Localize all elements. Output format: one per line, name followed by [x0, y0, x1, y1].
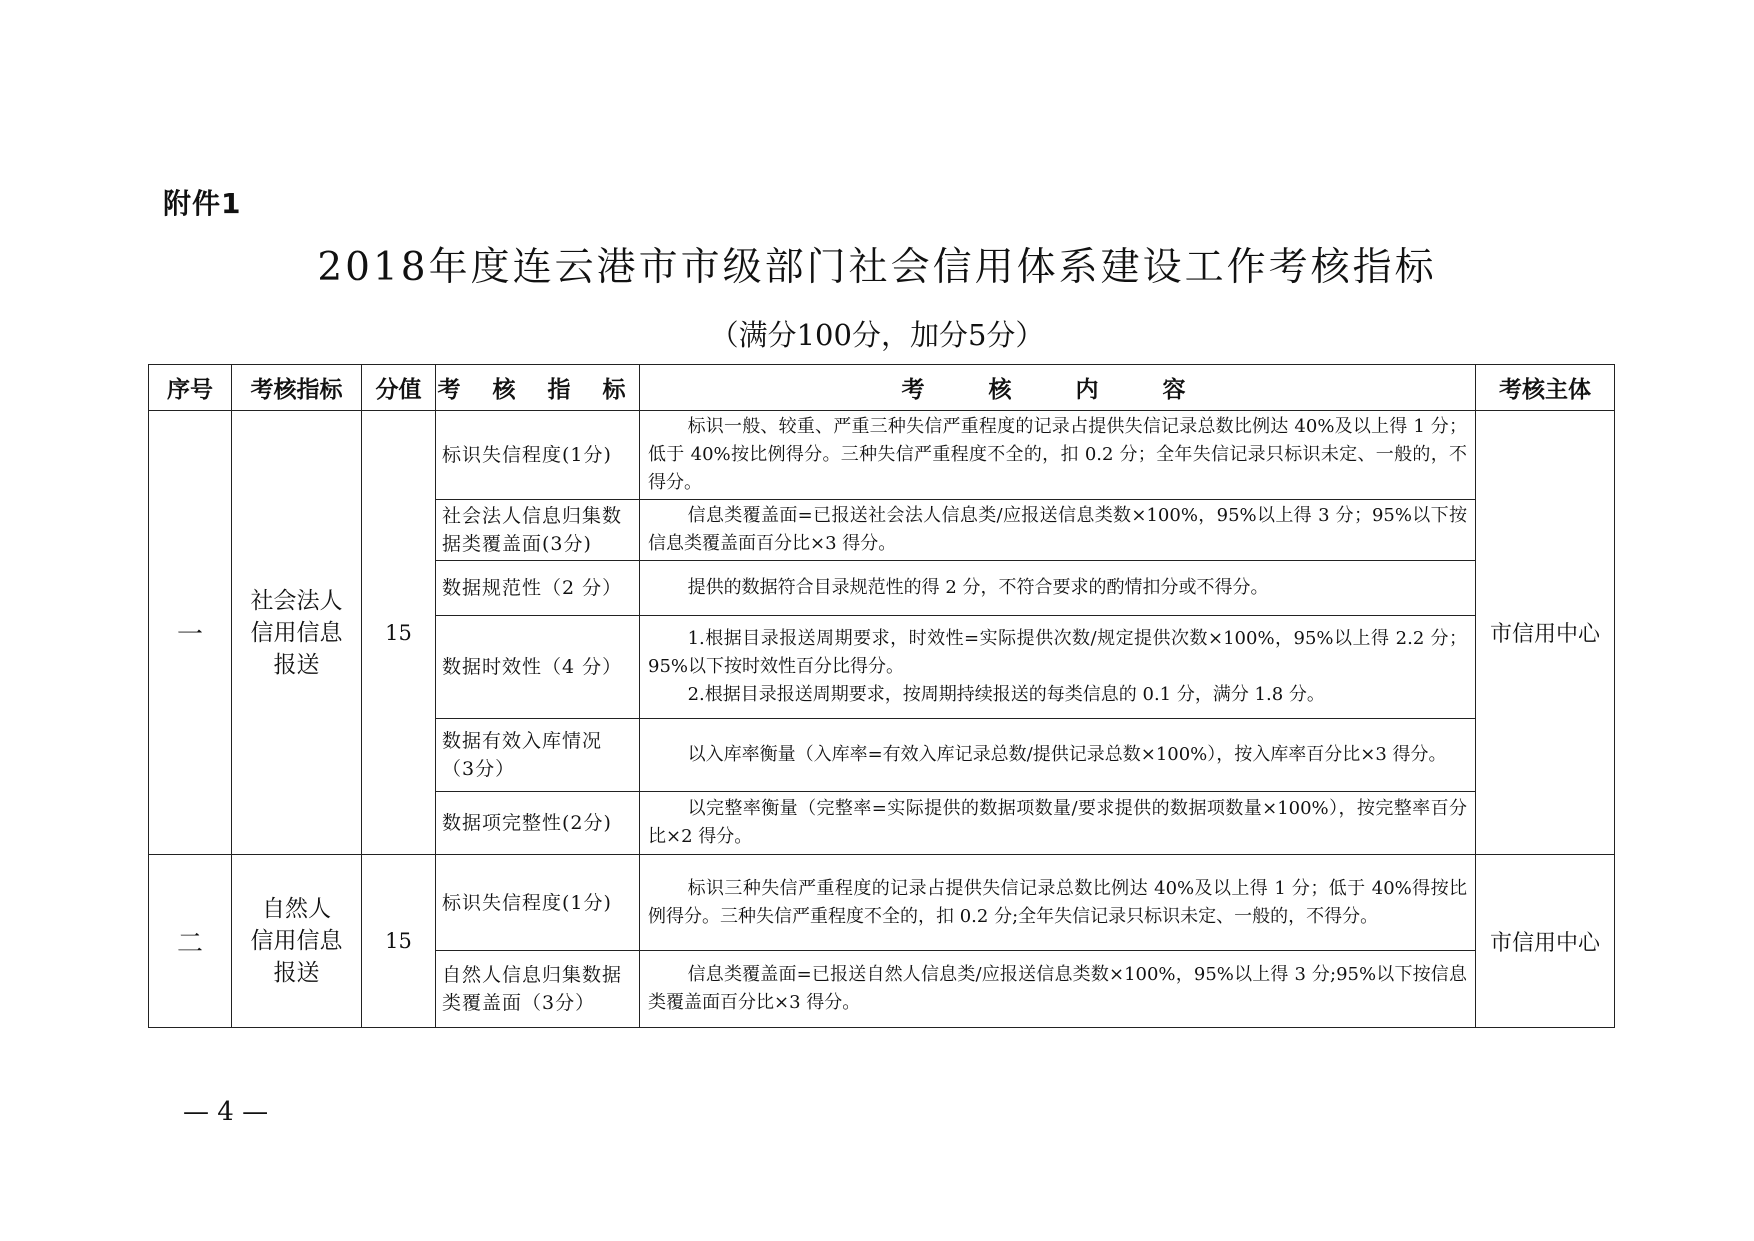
group-score: 15 [362, 411, 436, 855]
assessment-table [148, 364, 1615, 1028]
assessment-content [640, 500, 1476, 561]
assessment-body: 市信用中心 [1476, 855, 1615, 1028]
indicator-line: 社会法人 [250, 587, 343, 614]
assessment-content [640, 719, 1476, 792]
content-paragraph: 标识三种失信严重程度的记录占提供失信记录总数比例达 40%及以上得 1 分；低于 40%得按比例得分。三种失信严重程度不全的，扣 0.2 分;全年失信记录只标识未定、一般的，不得分。 [648, 877, 1467, 927]
attachment-label: 附件1 [163, 187, 242, 220]
assessment-content [640, 951, 1476, 1028]
content-paragraph: 2.根据目录报送周期要求，按周期持续报送的每类信息的 0.1 分，满分 1.8 分。 [687, 684, 1325, 705]
header-body: 考核主体 [1476, 365, 1615, 411]
indicator-line: 自然人 [262, 896, 331, 922]
header-sub-indicator: 考 核 指 标 [436, 365, 640, 411]
assessment-body: 市信用中心 [1476, 411, 1615, 855]
header-content: 考 核 内 容 [640, 365, 1476, 411]
indicator-line: 报送 [273, 960, 320, 986]
indicator-line: 报送 [273, 651, 320, 678]
table-header-row [149, 365, 1615, 411]
group-indicator [232, 411, 362, 855]
content-paragraph: 以完整率衡量（完整率=实际提供的数据项数量/要求提供的数据项数量×100%），按完整率百分比×2 得分。 [648, 798, 1467, 847]
sub-indicator: 社会法人信息归集数据类覆盖面(3分) [436, 500, 640, 561]
header-score: 分值 [362, 365, 436, 411]
table-row [149, 855, 1615, 951]
document-title: 2018年度连云港市市级部门社会信用体系建设工作考核指标 [317, 245, 1437, 290]
group-indicator [232, 855, 362, 1028]
content-paragraph: 提供的数据符合目录规范性的得 2 分，不符合要求的酌情扣分或不得分。 [687, 577, 1269, 598]
content-paragraph: 1.根据目录报送周期要求，时效性=实际提供次数/规定提供次数×100%，95%以上得 2.2 分；95%以下按时效性百分比得分。 [648, 628, 1467, 677]
document-subtitle: （满分100分，加分5分） [709, 318, 1045, 352]
indicator-line: 信用信息 [250, 619, 343, 646]
content-paragraph: 标识一般、较重、严重三种失信严重程度的记录占提供失信记录总数比例达 40%及以上得 1 分；低于 40%按比例得分。三种失信严重程度不全的，扣 0.2 分；全年失信记录只标识未定、一般的，不得分。 [648, 416, 1467, 493]
group-seq: 一 [149, 411, 232, 855]
sub-indicator: 数据有效入库情况（3分） [436, 719, 640, 792]
assessment-content [640, 616, 1476, 719]
assessment-content [640, 411, 1476, 500]
table-row [149, 411, 1615, 500]
header-indicator: 考核指标 [232, 365, 362, 411]
sub-indicator: 数据规范性（2 分） [436, 561, 640, 616]
page-number: — 4 — [183, 1097, 269, 1127]
sub-indicator: 标识失信程度(1分) [436, 411, 640, 500]
assessment-content [640, 792, 1476, 855]
content-paragraph: 以入库率衡量（入库率=有效入库记录总数/提供记录总数×100%），按入库率百分比×3 得分。 [687, 744, 1447, 765]
content-paragraph: 信息类覆盖面=已报送社会法人信息类/应报送信息类数×100%，95%以上得 3 分；95%以下按信息类覆盖面百分比×3 得分。 [648, 505, 1467, 554]
sub-indicator: 数据时效性（4 分） [436, 616, 640, 719]
sub-indicator: 标识失信程度(1分) [436, 855, 640, 951]
group-score: 15 [362, 855, 436, 1028]
assessment-content [640, 561, 1476, 616]
indicator-line: 信用信息 [250, 928, 343, 954]
sub-indicator: 自然人信息归集数据类覆盖面（3分） [436, 951, 640, 1028]
assessment-content [640, 855, 1476, 951]
group-seq: 二 [149, 855, 232, 1028]
table-body [149, 411, 1615, 1028]
sub-indicator: 数据项完整性(2分) [436, 792, 640, 855]
content-paragraph: 信息类覆盖面=已报送自然人信息类/应报送信息类数×100%，95%以上得 3 分;95%以下按信息类覆盖面百分比×3 得分。 [648, 964, 1467, 1013]
header-seq: 序号 [149, 365, 232, 411]
